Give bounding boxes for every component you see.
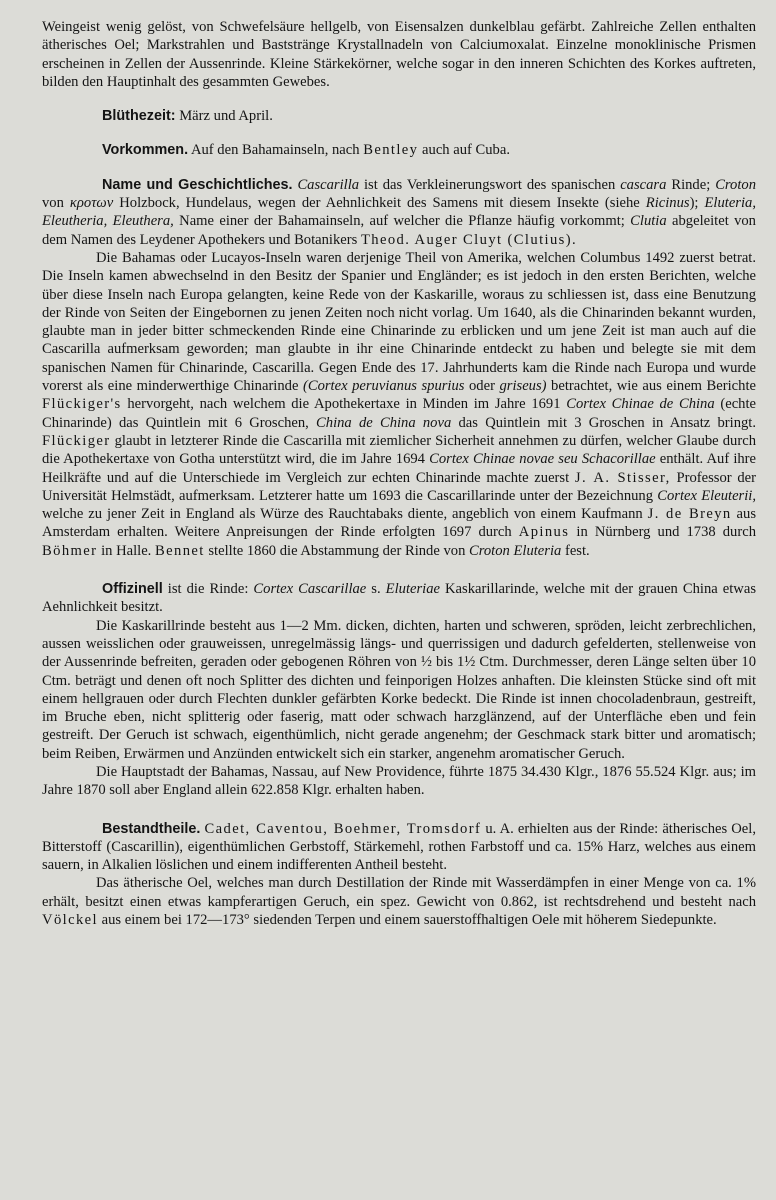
term-eluteria: Eluteria, Eleutheria, Eleuthera, [42, 195, 756, 230]
history-text: in Nürnberg und 1738 durch [569, 524, 756, 541]
author-name: J. A. Stisser, [574, 469, 671, 486]
vorkommen-heading: Vorkommen. [102, 142, 189, 159]
latin-term: (Cortex peruvianus spurius [302, 378, 465, 395]
bestandtheile-heading: Bestandtheile. [102, 820, 201, 837]
bestandtheile-text: u. A. erhielten aus der Rinde: ätherisches Oel, Bitterstoff (Cascarillin), eigenthümlichen Gerbstoff, Stärkemehl, rothen Farbstoff und ca. 15% Harz, welches aus einem sauern, in Alkalien löslichen und einem indifferenten Antheil besteht. [42, 820, 756, 874]
latin-term: China de China nova [316, 414, 452, 431]
author-name: Böhmer [42, 542, 98, 559]
description-paragraph [42, 617, 756, 763]
history-text: betrachtet, wie aus einem Berichte [546, 378, 756, 395]
name-heading: Name und Geschichtliches. [102, 176, 293, 193]
term-ricinus: Ricinus [645, 195, 690, 212]
history-text: in Halle. [97, 542, 155, 559]
offizinell-text: s. [366, 581, 386, 598]
offizinell-heading: Offizinell [102, 581, 163, 598]
latin-term: griseus) [499, 378, 547, 395]
description-text: Die Kaskarillrinde besteht aus 1—2 Mm. dicken, dichten, harten und schweren, spröden, leicht zerbrechlichen, aussen weisslichen oder grauweissen, unregelmässig längs- und querrissigen und dadurch gefelderten, stellenweise von der Aussenrinde befreiten, geraden oder gebogenen Röhren von [42, 617, 756, 671]
fraction: ½ [420, 654, 432, 671]
latin-term: Cortex Chinae novae seu Schacorillae [429, 451, 656, 468]
name-text: von [42, 195, 70, 212]
name-paragraph [42, 176, 756, 249]
term-cascarilla: Cascarilla [297, 176, 360, 193]
author-name: Bennet [154, 542, 205, 559]
oil-text: aus einem bei 172—173° siedenden Terpen und einem sauerstoffhaltigen Oele mit höherem Siedepunkte. [98, 912, 717, 929]
fraction: ½ [464, 654, 476, 671]
name-text: abgeleitet von dem Namen des Leydener Apothekers und Botanikers [42, 213, 756, 248]
vorkommen-text: Auf den Bahamainseln, nach [188, 142, 364, 159]
author-name: Apinus [518, 524, 570, 541]
term-greek: κροτων [69, 195, 114, 212]
vorkommen-text-end: auch auf Cuba. [418, 142, 510, 159]
offizinell-paragraph [42, 580, 756, 617]
history-text: Die Bahamas oder Lucayos-Inseln waren derjenige Theil von Amerika, welchen Columbus 1492 zuerst betrat. Die Inseln kamen abwechselnd in den Besitz der Spanier und Engländer; es ist jedoch in den ersten Berichten, welche über diese Inseln nach Europa gelangten, keine Rede von der Kaskarille, woraus zu schliessen ist, dass eine Benutzung der Rinde von Seiten der Eingebornen zu jenen Zeiten noch nicht vorlag. Um 1640, als die Chinarinden bekannt wurden, glaubte man in jeder bitter schmeckenden Rinde eine Chinarinde zu erblicken und um jene Zeit ist man auch auf die Cascarilla aufmerksam geworden; man glaubte in ihr eine Chinarinde entdeckt zu haben und belegte sie mit dem spanischen Namen für Chinarinde, Cascarilla. Gegen Ende des 17. Jahrhunderts kam die Rinde nach Europa und wurde vorerst als eine minderwerthige Chinarinde [42, 249, 756, 395]
name-text: Name einer der Bahamainseln, auf welcher die Pflanze häufig vorkommt; [173, 213, 631, 230]
history-text: hervorgeht, nach welchem die Apothekertaxe in Minden im Jahre 1691 [121, 396, 567, 413]
latin-term: Croton Eluteria [469, 542, 562, 559]
name-text: ); [689, 195, 705, 212]
name-text: Holzbock, Hundelaus, wegen der Aehnlichkeit des Samens mit diesem Insekte (siehe [113, 195, 646, 212]
history-text: das Quintlein mit 3 Groschen in Ansatz bringt. [451, 414, 756, 431]
history-text: stellte 1860 die Abstammung der Rinde von [204, 542, 470, 559]
name-text: Rinde; [666, 176, 716, 193]
author-name: J. de Breyn [647, 506, 732, 523]
history-text: enthält. Auf ihre Heilkräfte und auf die Unterschiede im Vergleich zur echten Chinarinde machte zuerst [42, 451, 757, 486]
latin-term: Eluteriae [385, 581, 440, 598]
term-croton: Croton [715, 176, 757, 193]
author-cluyt: Theod. Auger Cluyt (Clutius). [360, 231, 578, 248]
oil-text: Das ätherische Oel, welches man durch Destillation der Rinde mit Wasserdämpfen in einer Menge von ca. 1% erhält, besitzt einen etwas kampferartigen Geruch, ein spez. Gewicht von 0.862, ist rechtsdrehend und besteht nach [42, 875, 756, 910]
history-text: Professor der Universität Helmstädt, aufmerksam. Letzterer hatte um 1693 die Cascarillarinde unter der Bezeichnung [42, 469, 757, 504]
history-text: oder [464, 378, 500, 395]
author-bentley: Bentley [363, 142, 419, 159]
export-paragraph: Die Hauptstadt der Bahamas, Nassau, auf New Providence, führte 1875 34.430 Klgr., 1876 55.524 Klgr. aus; im Jahre 1870 soll aber England allein 622.858 Klgr. erhalten haben. [42, 763, 756, 799]
history-text: aus Amsterdam erhalten. Weitere Anpreisungen der Rinde erfolgten 1697 durch [42, 506, 756, 541]
history-text: fest. [561, 542, 590, 559]
bluethezeit-heading: Blüthezeit: [102, 108, 176, 125]
bluethezeit-text: März und April. [175, 108, 273, 125]
latin-term: Cortex Chinae de China [566, 396, 715, 413]
author-name: Flückiger's [42, 396, 122, 413]
term-cascara: cascara [620, 176, 667, 193]
history-paragraph [42, 249, 756, 560]
offizinell-text: Kaskarillarinde, welche mit der grauen China etwas Aehnlichkeit besitzt. [42, 581, 756, 616]
name-text: ist das Verkleinerungswort des spanischen [359, 176, 621, 193]
latin-term: Cortex Cascarillae [253, 581, 367, 598]
oil-paragraph [42, 874, 756, 929]
history-text: welche zu jener Zeit in England als Würze des Rauchtabaks diente, angeblich von einem Kaufmann [42, 506, 648, 523]
latin-term: Cortex Eleuterii, [657, 487, 756, 504]
intro-paragraph: Weingeist wenig gelöst, von Schwefelsäure hellgelb, von Eisensalzen dunkelblau gefärbt. Zahlreiche Zellen enthalten ätherisches Oel; Markstrahlen und Baststränge Krystallnadeln von Calciumoxalat. Einzelne monoklinische Prismen erscheinen in Zellen der Aussenrinde. Kleine Stärkekörner, welche sogar in den inneren Schichten des Korkes auftreten, bilden den Hauptinhalt des gesammten Gewebes. [42, 19, 756, 90]
term-clutia: Clutia [630, 213, 667, 230]
description-text: bis 1 [431, 654, 465, 671]
offizinell-text: ist die Rinde: [162, 581, 254, 598]
bestandtheile-paragraph [42, 820, 756, 875]
description-text: Ctm. Durchmesser, deren Länge selten über 10 Ctm. beträgt und denen oft noch Splitter des dichten und feinporigen Holzes anhaften. Die kleinsten Stücke sind oft mit einem hellgrauen oder durch Flechten dunkler gefärbten Korke bedeckt. Die Rinde ist innen chocoladenbraun, gestreift, im Bruche eben, nicht splitterig oder faserig, matt oder schwach harzglänzend, auf der Unterfläche eben und fein gestreift. Der Geruch ist schwach, eigenthümlich, nicht gerade angenehm; der Geschmack stark bitter und aromatisch; beim Reiben, Erwärmen und Anzünden entwickelt sich ein starker, angenehm aromatischer Geruch. [42, 654, 757, 762]
history-text: (echte Chinarinde) das Quintlein mit 6 Groschen, [42, 396, 756, 431]
bluethezeit-paragraph [42, 107, 756, 125]
author-names: Cadet, Caventou, Boehmer, Tromsdorf [204, 820, 482, 837]
author-name: Flückiger [42, 432, 111, 449]
author-voelckel: Völckel [42, 912, 98, 929]
vorkommen-paragraph [42, 141, 756, 159]
history-text: glaubt in letzterer Rinde die Cascarilla mit ziemlicher Sicherheit annehmen zu dürfen, welcher Glaube durch die Apothekertaxe von Gotha unterstützt wird, die im Jahre 1694 [42, 432, 756, 468]
